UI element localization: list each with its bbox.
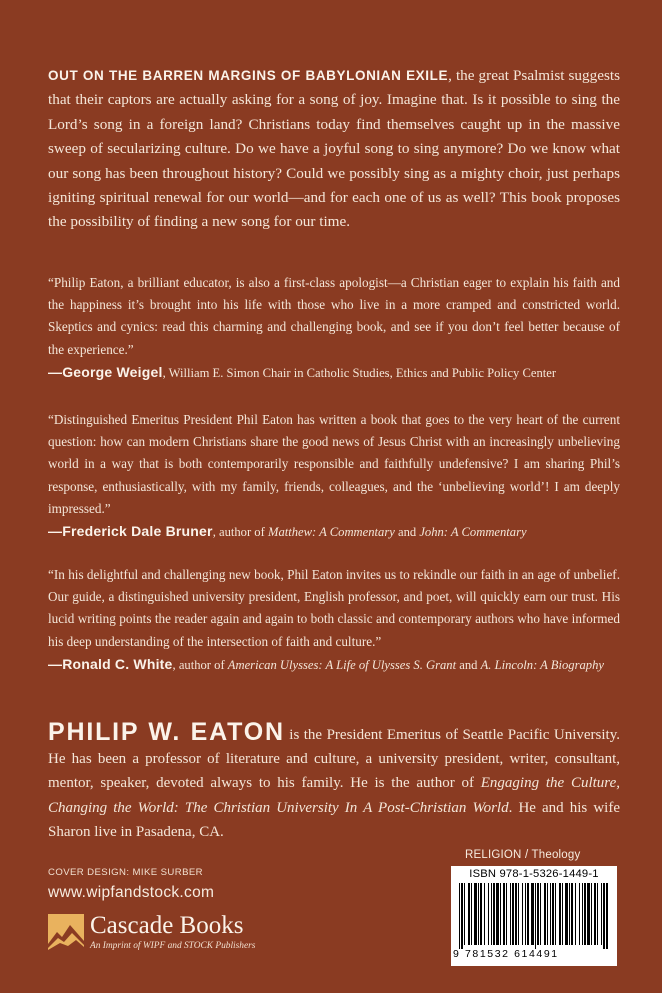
- author-name: PHILIP W. EATON: [48, 718, 285, 746]
- barcode-bars-icon: [457, 883, 611, 949]
- publisher-website: www.wipfandstock.com: [48, 884, 215, 901]
- endorser-role-prefix: , author of: [212, 525, 268, 540]
- endorser-name: —Ronald C. White: [48, 655, 173, 672]
- publisher-name: Cascade Books: [90, 912, 244, 939]
- endorser-role-prefix: , author of: [172, 657, 228, 672]
- endorsement-attribution: [48, 653, 620, 676]
- isbn-barcode: [451, 866, 617, 966]
- publisher-logo: [48, 912, 288, 956]
- endorser-work-title: John: A Commentary: [419, 525, 527, 540]
- barcode-digits: 9 781532 614491: [453, 948, 559, 960]
- author-bio-text: is the President Emeritus of Seattle Pacific University. He has been a professor of literature and culture, a university president, writer, consultant, mentor, speaker, devoted always to his family. He is the author of: [48, 727, 620, 792]
- isbn-label: ISBN 978-1-5326-1449-1: [469, 868, 599, 880]
- endorser-role-joiner: and: [394, 525, 420, 540]
- publisher-tagline: An Imprint of WIPF and STOCK Publishers: [90, 941, 256, 951]
- endorsement-attribution: [48, 520, 620, 543]
- author-bio-text-end: . He and his wife Sharon live in Pasadena, CA.: [48, 799, 620, 840]
- endorsement-bruner: [48, 409, 620, 543]
- blurb-lead-in: OUT ON THE BARREN MARGINS OF BABYLONIAN EXILE: [48, 68, 449, 83]
- endorser-work-title: Matthew: A Commentary: [267, 525, 395, 540]
- endorser-name: —Frederick Dale Bruner: [48, 523, 213, 540]
- cover-design-credit: COVER DESIGN: MIKE SURBER: [48, 867, 203, 878]
- endorser-work-title: American Ulysses: A Life of Ulysses S. Grant: [227, 657, 457, 672]
- endorser-role: , William E. Simon Chair in Catholic Studies, Ethics and Public Policy Center: [162, 365, 557, 380]
- blurb-paragraph: [48, 64, 620, 235]
- bisac-category: RELIGION / Theology: [465, 849, 581, 861]
- endorsement-white: [48, 564, 620, 676]
- endorsement-quote: “In his delightful and challenging new book, Phil Eaton invites us to rekindle our faith in an age of unbelief. Our guide, a distinguished university president, English professor, and poet, will quickly earn our trust. His lucid writing points the reader again and again to both classic and contemporary authors who have informed his deep understanding of the intersection of faith and culture.”: [48, 567, 620, 649]
- endorser-name: —George Weigel: [48, 363, 163, 380]
- endorsement-quote: “Distinguished Emeritus President Phil Eaton has written a book that goes to the very heart of the current question: how can modern Christians share the good news of Jesus Christ with an increasingly unbelieving world in a way that is both contemporarily responsible and faithfully undefensive? I am sharing Phil’s response, enthusiastically, with my family, friends, colleagues, and the ‘unbelieving world’! I am deeply impressed.”: [48, 412, 620, 516]
- endorsement-quote: “Philip Eaton, a brilliant educator, is also a first-class apologist—a Christian eager to explain his faith and the happiness it’s brought into his life with those who live in a more cramped and constricted world. Skeptics and cynics: read this charming and challenging book, and see if you don’t feel better because of the experience.”: [48, 275, 620, 357]
- blurb-text: , the great Psalmist suggests that their captors are actually asking for a song of joy. Imagine that. Is it possible to sing the Lord’s song in a foreign land? Christians today find themselves caught up in the massive sweep of secularizing culture. Do we have a joyful song to sing anymore? Do we know what our song has been throughout history? Could we possibly sing as a mighty choir, just perhaps igniting spiritual renewal for our world—and for each one of us as well? This book proposes the possibility of finding a new song for our time.: [48, 67, 620, 231]
- author-book-title: Engaging the Culture, Changing the World: The Christian University In A Post-Christian World: [48, 775, 620, 816]
- endorsement-weigel: [48, 272, 620, 384]
- author-bio: [48, 718, 620, 844]
- mountain-logo-icon: [48, 914, 84, 950]
- endorsement-attribution: [48, 361, 620, 384]
- endorser-role-joiner: and: [456, 657, 481, 672]
- endorser-work-title: A. Lincoln: A Biography: [480, 657, 604, 672]
